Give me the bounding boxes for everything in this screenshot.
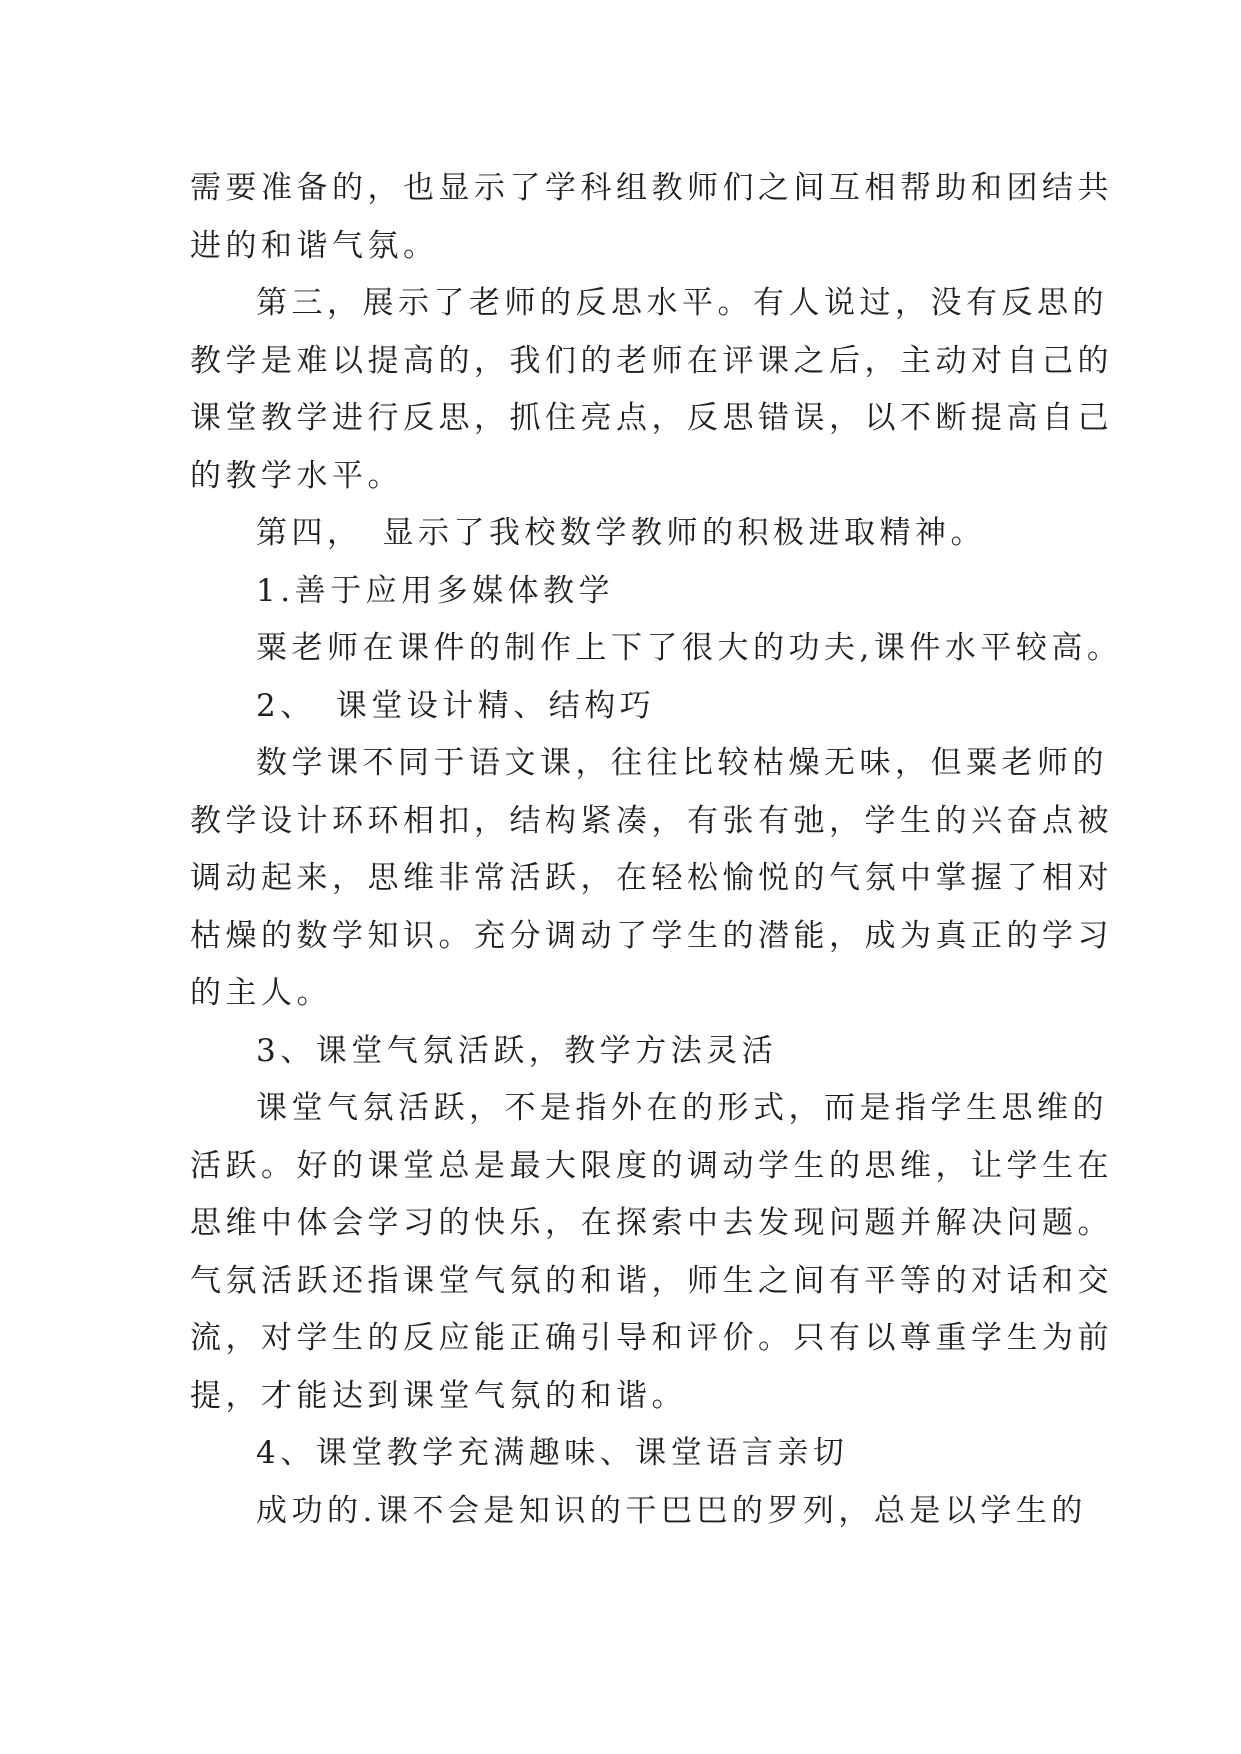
text-line: 思维中体会学习的快乐，在探索中去发现问题并解决问题。 bbox=[190, 1205, 1113, 1241]
text-line: 活跃。好的课堂总是最大限度的调动学生的思维，让学生在 bbox=[190, 1147, 1113, 1184]
text-line: 的教学水平。 bbox=[190, 457, 403, 494]
text-line: 需要准备的，也显示了学科组教师们之间互相帮助和团结共 bbox=[190, 170, 1113, 206]
text-line: 教学是难以提高的，我们的老师在评课之后，主动对自己的 bbox=[190, 342, 1113, 379]
text-line: 调动起来，思维非常活跃，在轻松愉悦的气氛中掌握了相对 bbox=[190, 860, 1113, 896]
list-heading-line: 2、 课堂设计精、结构巧 bbox=[256, 687, 656, 724]
paragraph-start-line: 第四， 显示了我校数学教师的积极进取精神。 bbox=[256, 515, 986, 551]
paragraph-start-line: 第三，展示了老师的反思水平。有人说过，没有反思的 bbox=[256, 285, 1108, 321]
paragraph-start-line: 成功的.课不会是知识的干巴巴的罗列，总是以学生的 bbox=[256, 1492, 1087, 1529]
text-line: 的主人。 bbox=[190, 975, 332, 1011]
text-line: 气氛活跃还指课堂气氛的和谐，师生之间有平等的对话和交 bbox=[190, 1262, 1113, 1299]
text-line: 进的和谐气氛。 bbox=[190, 227, 439, 264]
text-line: 课堂教学进行反思，抓住亮点，反思错误，以不断提高自己 bbox=[190, 400, 1113, 436]
list-heading-line: 1.善于应用多媒体教学 bbox=[256, 572, 615, 609]
paragraph-start-line: 粟老师在课件的制作上下了很大的功夫,课件水平较高。 bbox=[256, 630, 1123, 666]
text-line: 流，对学生的反应能正确引导和评价。只有以尊重学生为前 bbox=[190, 1320, 1113, 1356]
document-page bbox=[190, 160, 1123, 1540]
paragraph-start-line: 数学课不同于语文课，往往比较枯燥无味，但粟老师的 bbox=[256, 745, 1108, 781]
text-line: 提，才能达到课堂气氛的和谐。 bbox=[190, 1377, 687, 1414]
paragraph-start-line: 课堂气氛活跃，不是指外在的形式，而是指学生思维的 bbox=[256, 1090, 1108, 1126]
text-line: 枯燥的数学知识。充分调动了学生的潜能，成为真正的学习 bbox=[190, 917, 1113, 954]
list-heading-line: 4、课堂教学充满趣味、课堂语言亲切 bbox=[256, 1435, 849, 1471]
list-heading-line: 3、课堂气氛活跃，教学方法灵活 bbox=[256, 1032, 778, 1069]
text-line: 教学设计环环相扣，结构紧凑，有张有弛，学生的兴奋点被 bbox=[190, 802, 1113, 839]
